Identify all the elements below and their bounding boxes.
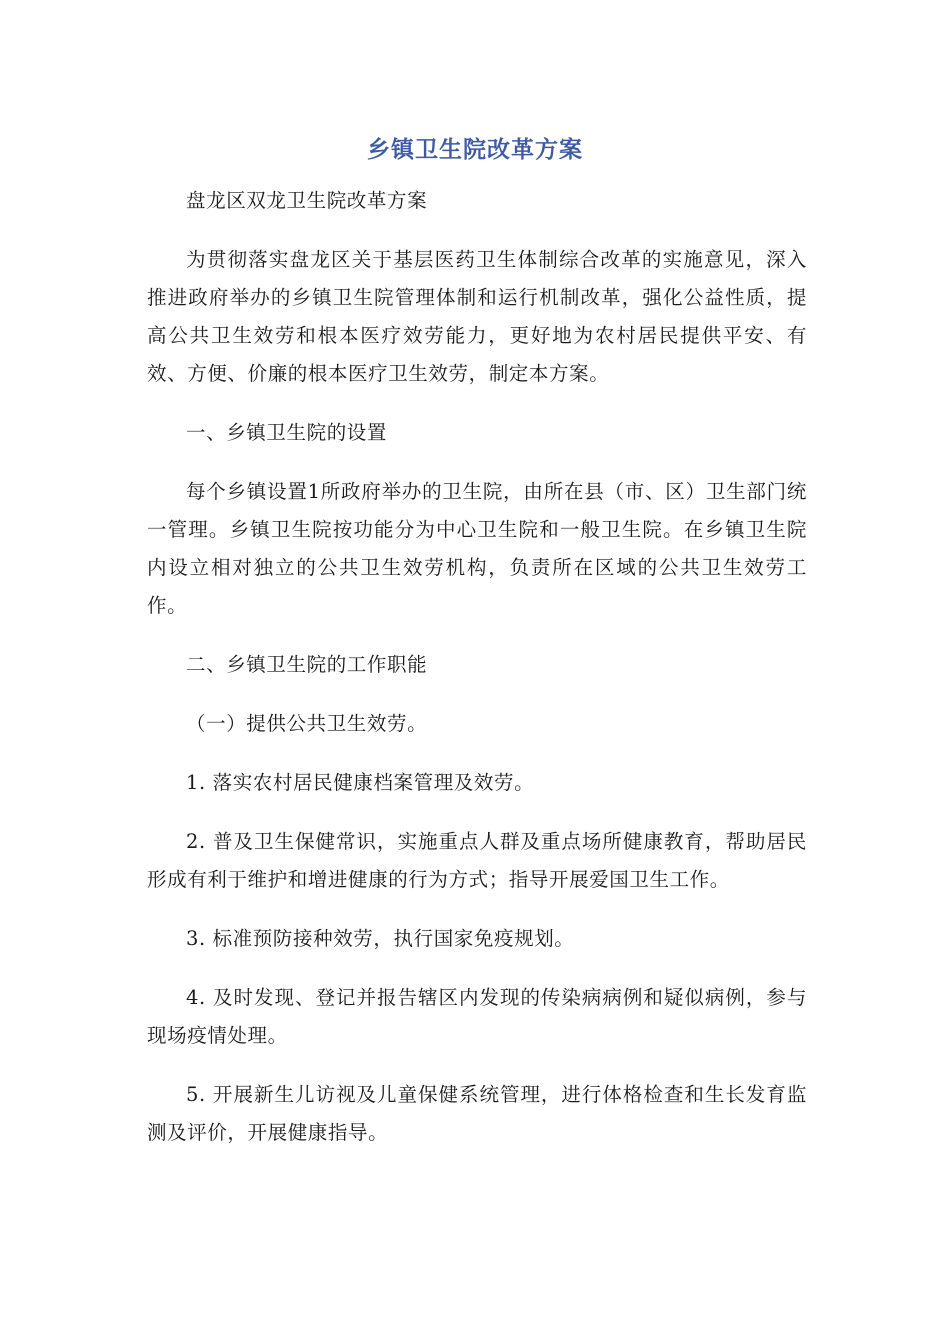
list-item-4: 4. 及时发现、登记并报告辖区内发现的传染病病例和疑似病例，参与现场疫情处理。 xyxy=(147,986,807,1047)
document-body xyxy=(147,182,807,1173)
section-1-paragraph: 每个乡镇设置1所政府举办的卫生院，由所在县（市、区）卫生部门统一管理。乡镇卫生院按功能分为中心卫生院和一般卫生院。在乡镇卫生院内设立相对独立的公共卫生效劳机构，负责所在区域的公共卫生效劳工作。 xyxy=(147,480,807,617)
list-item-2: 2. 普及卫生保健常识，实施重点人群及重点场所健康教育，帮助居民形成有利于维护和增进健康的行为方式；指导开展爱国卫生工作。 xyxy=(147,830,807,891)
subsection-heading-1: （一）提供公共卫生效劳。 xyxy=(186,712,428,735)
subtitle-paragraph: 盘龙区双龙卫生院改革方案 xyxy=(186,189,428,212)
intro-paragraph: 为贯彻落实盘龙区关于基层医药卫生体制综合改革的实施意见，深入推进政府举办的乡镇卫生院管理体制和运行机制改革，强化公益性质，提高公共卫生效劳和根本医疗效劳能力，更好地为农村居民提供平安、有效、方便、价廉的根本医疗卫生效劳，制定本方案。 xyxy=(147,248,807,385)
list-item-1: 1. 落实农村居民健康档案管理及效劳。 xyxy=(186,771,535,794)
document-title: 乡镇卫生院改革方案 xyxy=(367,137,583,163)
list-item-3: 3. 标准预防接种效劳，执行国家免疫规划。 xyxy=(186,927,575,950)
list-item-5: 5. 开展新生儿访视及儿童保健系统管理，进行体格检查和生长发育监测及评价，开展健康指导。 xyxy=(147,1083,807,1144)
section-heading-1: 一、乡镇卫生院的设置 xyxy=(186,421,388,444)
section-heading-2: 二、乡镇卫生院的工作职能 xyxy=(186,653,428,676)
